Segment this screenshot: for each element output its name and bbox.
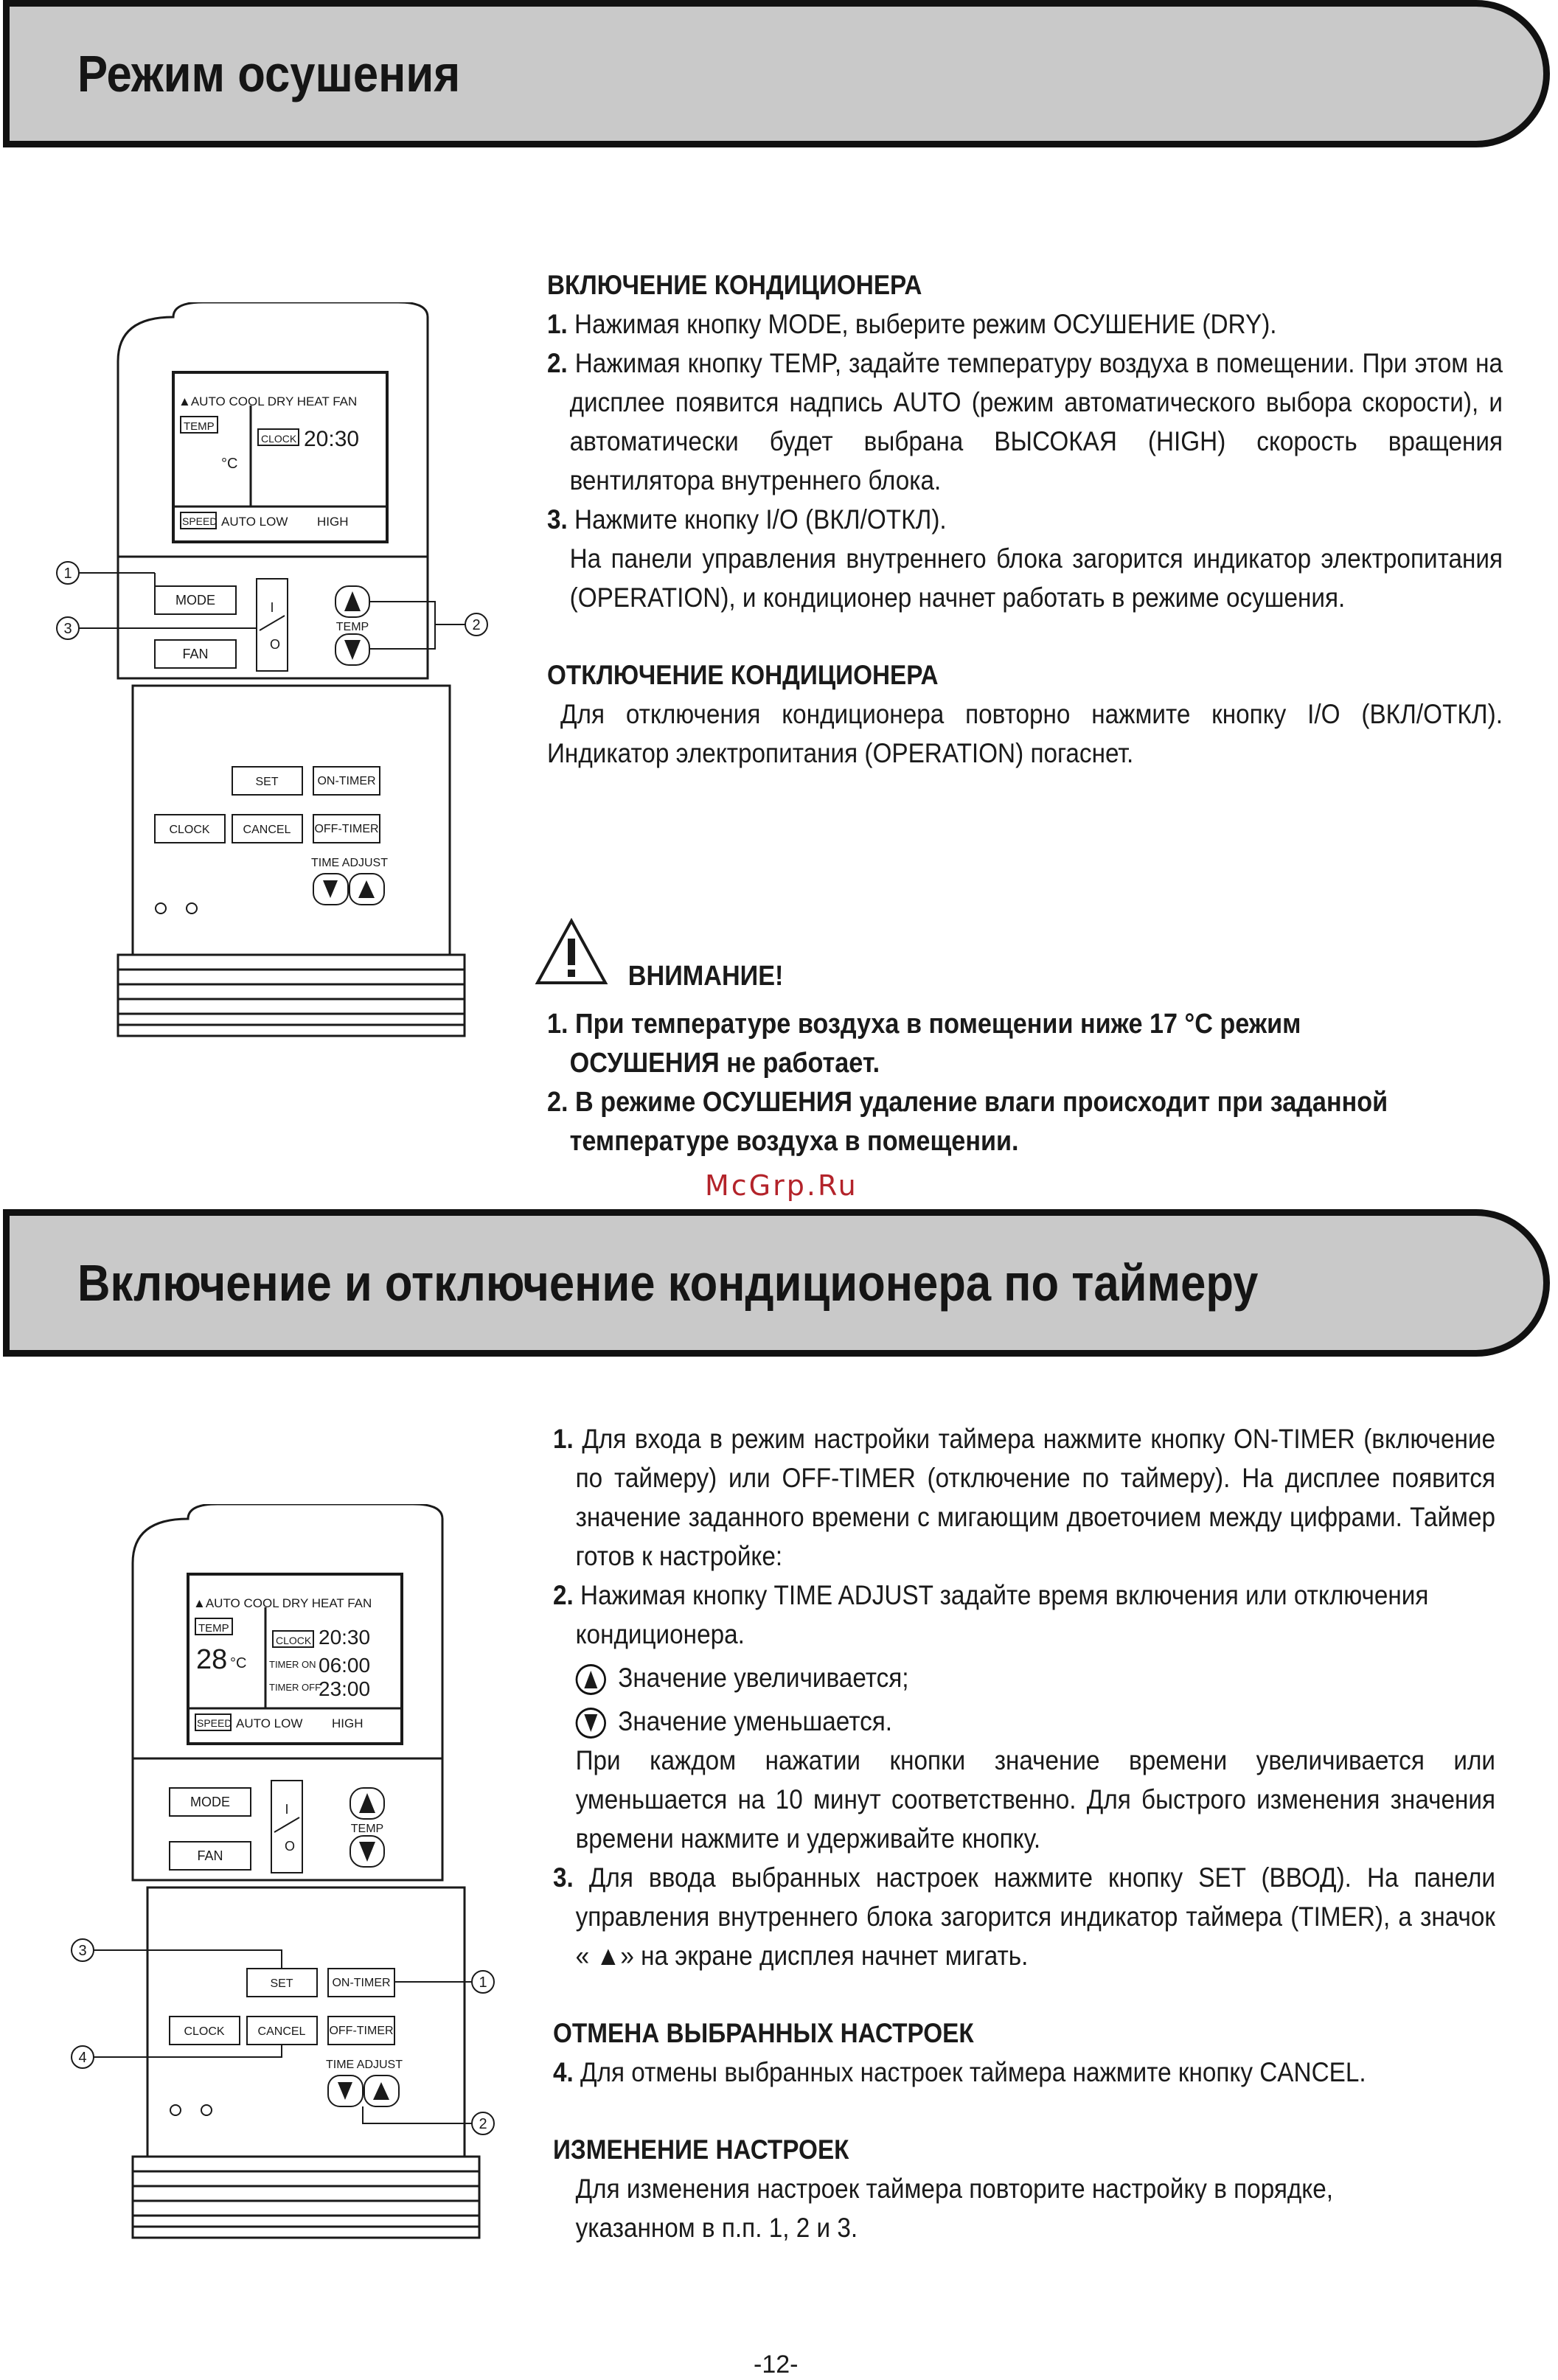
timer-step-1: 1. Для входа в режим настройки таймера нажмите кнопку ON-TIMER (включение по таймеру) или OFF-TIMER (отключение по таймеру). На дисплее появится значение заданного времени с мигающим двоеточием между цифрами. Таймер готов к настройке: (553, 1424, 1495, 1571)
timer-step-2: 2. Нажимая кнопку TIME ADJUST задайте время включения или отключения кондиционера. (553, 1580, 1429, 1649)
svg-text:06:00: 06:00 (319, 1654, 371, 1677)
watermark: McGrp.Ru (705, 1169, 858, 1202)
timer-instructions (553, 1419, 1495, 2247)
increase-line: Значение увеличивается; (553, 1658, 1495, 1697)
timer-step-2-note: При каждом нажатии кнопки значение времени увеличивается или уменьшается на 10 минут соответственно. Для быстрого изменения значения времени нажмите и удерживайте кнопку. (575, 1745, 1495, 1854)
time-down-icon (576, 1708, 606, 1739)
warning-2: 2. В режиме ОСУШЕНИЯ удаление влаги происходит при заданной температуре воздуха в помещении. (547, 1087, 1388, 1157)
svg-text:FAN: FAN (182, 647, 209, 661)
on-step-1: 1. Нажимая кнопку MODE, выберите режим ОСУШЕНИЕ (DRY). (547, 309, 1277, 339)
svg-text:OFF-TIMER: OFF-TIMER (314, 823, 379, 835)
decrease-line: Значение уменьшается. (553, 1702, 1495, 1741)
section-banner-timer (3, 1209, 1550, 1357)
svg-text:TIMER ON: TIMER ON (269, 1659, 316, 1670)
svg-text:AUTO LOW: AUTO LOW (236, 1716, 303, 1730)
svg-text:FAN: FAN (197, 1848, 223, 1863)
svg-text:ON-TIMER: ON-TIMER (317, 775, 376, 787)
svg-text:1: 1 (63, 566, 72, 582)
svg-text:2: 2 (472, 617, 481, 633)
page-number: -12- (754, 2351, 799, 2379)
off-heading: ОТКЛЮЧЕНИЕ КОНДИЦИОНЕРА (547, 660, 939, 690)
on-step-2: 2. Нажимая кнопку TEMP, задайте температуру воздуха в помещении. При этом на дисплее появится надпись AUTO (режим автоматического выбора скорости), и автоматически будет выбрана ВЫСОКАЯ (HIGH) скорость вращения вентилятора внутреннего блока. (547, 348, 1503, 495)
svg-text:SET: SET (270, 1977, 293, 1990)
svg-text:4: 4 (78, 2050, 87, 2066)
svg-text:OFF-TIMER: OFF-TIMER (329, 2025, 394, 2037)
svg-text:CANCEL: CANCEL (257, 2025, 306, 2038)
svg-text:20:30: 20:30 (304, 427, 360, 451)
warning-1: 1. При температуре воздуха в помещении ниже 17 °С режим ОСУШЕНИЯ не работает. (547, 1009, 1301, 1079)
svg-text:3: 3 (78, 1943, 87, 1959)
svg-text:I: I (270, 600, 274, 615)
svg-text:1: 1 (479, 1974, 487, 1991)
cancel-step: 4. Для отмены выбранных настроек таймера нажмите кнопку CANCEL. (553, 2057, 1366, 2087)
on-step-3: 3. Нажмите кнопку I/O (ВКЛ/ОТКЛ). (547, 504, 947, 535)
remote-illustration-dry (44, 302, 516, 1040)
svg-text:O: O (269, 637, 281, 652)
cancel-heading: ОТМЕНА ВЫБРАННЫХ НАСТРОЕК (553, 2018, 974, 2048)
section-title-dry: Режим осушения (77, 45, 461, 102)
section-title-timer: Включение и отключение кондиционера по таймеру (77, 1254, 1259, 1312)
warning-block (547, 957, 1410, 1161)
svg-text:AUTO LOW: AUTO LOW (221, 515, 288, 529)
svg-text:CLOCK: CLOCK (276, 1635, 312, 1646)
svg-text:▲AUTO COOL DRY HEAT FAN: ▲AUTO COOL DRY HEAT FAN (178, 394, 358, 408)
change-text: Для изменения настроек таймера повторите настройку в порядке, указанном в п.п. 1, 2 и 3. (575, 2174, 1334, 2243)
svg-text:CLOCK: CLOCK (169, 824, 210, 836)
svg-text:MODE: MODE (190, 1795, 230, 1809)
svg-text:SPEED: SPEED (182, 515, 218, 527)
svg-text:TEMP: TEMP (350, 1823, 384, 1835)
svg-text:▲AUTO COOL DRY HEAT FAN: ▲AUTO COOL DRY HEAT FAN (193, 1596, 372, 1610)
time-up-icon (576, 1664, 606, 1695)
svg-text:TEMP: TEMP (198, 1622, 229, 1635)
svg-text:2: 2 (479, 2116, 487, 2132)
svg-text:O: O (284, 1839, 296, 1854)
svg-text:3: 3 (63, 621, 72, 637)
svg-text:TIME ADJUST: TIME ADJUST (325, 2059, 403, 2071)
remote-button-panel (118, 557, 428, 678)
svg-text:I: I (285, 1802, 289, 1817)
svg-text:TEMP: TEMP (184, 420, 215, 433)
svg-text:20:30: 20:30 (319, 1626, 371, 1649)
svg-text:HIGH: HIGH (332, 1716, 364, 1730)
svg-text:23:00: 23:00 (319, 1677, 371, 1700)
on-note: На панели управления внутреннего блока загорится индикатор электропитания (OPERATION), и кондиционер начнет работать в режиме осушения. (569, 543, 1503, 613)
svg-text:SET: SET (255, 776, 279, 788)
svg-text:TIMER OFF: TIMER OFF (269, 1682, 321, 1693)
svg-text:°C: °C (221, 456, 238, 472)
svg-text:ON-TIMER: ON-TIMER (332, 1977, 391, 1989)
svg-text:TEMP: TEMP (335, 621, 369, 633)
svg-text:CLOCK: CLOCK (184, 2025, 225, 2038)
section-banner-dry (3, 0, 1550, 147)
svg-text:MODE: MODE (175, 593, 215, 608)
remote-illustration-timer (59, 1504, 531, 2241)
timer-step-3: 3. Для ввода выбранных настроек нажмите кнопку SET (ВВОД). На панели управления внутреннего блока загорится индикатор таймера (TIMER), а значок « ▲» на экране дисплея начнет мигать. (553, 1862, 1496, 1971)
svg-text:TIME ADJUST: TIME ADJUST (310, 857, 389, 869)
svg-text:28: 28 (196, 1644, 228, 1675)
off-text: Для отключения кондиционера повторно нажмите кнопку I/O (ВКЛ/ОТКЛ). Индикатор электропитания (OPERATION) погаснет. (547, 699, 1503, 768)
svg-text:SPEED: SPEED (197, 1717, 232, 1729)
change-heading: ИЗМЕНЕНИЕ НАСТРОЕК (553, 2134, 849, 2165)
on-heading: ВКЛЮЧЕНИЕ КОНДИЦИОНЕРА (547, 270, 922, 300)
svg-text:°C: °C (230, 1655, 247, 1671)
svg-text:HIGH: HIGH (317, 515, 349, 529)
svg-text:CLOCK: CLOCK (261, 433, 297, 445)
warning-heading: ВНИМАНИЕ! (627, 961, 784, 992)
dry-instructions (547, 265, 1503, 773)
svg-text:CANCEL: CANCEL (243, 824, 291, 836)
